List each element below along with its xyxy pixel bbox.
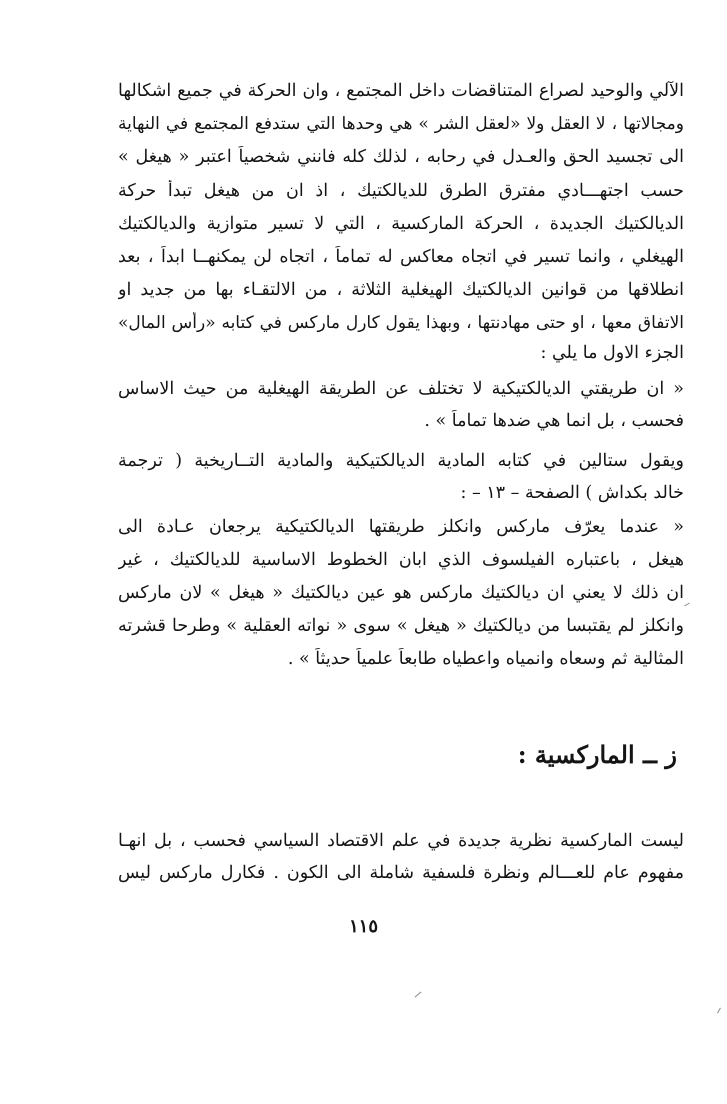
text-line: المثالية ثم وسعاه وانمياه واعطياه طابعاً علمياً حديثاً » . xyxy=(287,649,684,669)
text-line: الى تجسيد الحق والعـدل في رحابه ، لذلك كله فانني شخصياً اعتبر « هيغل » xyxy=(118,147,684,167)
text-line: فحسب ، بل انما هي ضدها تماماً » . xyxy=(424,411,684,431)
scan-speck xyxy=(717,1008,721,1014)
text-line: الاتفاق معها ، او حتى مهادنتها ، وبهذا يقول كارل ماركس في كتابه «رأس المال» xyxy=(118,313,684,333)
text-line: الآلي والوحيد لصراع المتناقضات داخل المجتمع ، وان الحركة في جميع اشكالها xyxy=(118,81,684,101)
section-heading: ز ــ الماركسية : xyxy=(517,740,677,769)
text-line: ليست الماركسية نظرية جديدة في علم الاقتصاد السياسي فحسب ، بل انهـا xyxy=(118,831,684,851)
text-line: وانكلز لم يقتبسا من ديالكتيك « هيغل » سوى « نواته العقلية » وطرحا قشرته xyxy=(118,616,684,636)
text-line: الجزء الاول ما يلي : xyxy=(540,343,684,363)
text-line: هيغل ، باعتباره الفيلسوف الذي ابان الخطوط الاساسية للديالكتيك ، غير xyxy=(118,550,684,570)
text-line: حسب اجتهـــادي مفترق الطرق للديالكتيك ، اذ ان من هيغل تبدأ حركة xyxy=(118,181,684,201)
text-line: ويقول ستالين في كتابه المادية الديالكتيكية والمادية التــاريخية ( ترجمة xyxy=(118,451,684,471)
text-line: ومجالاتها ، لا العقل ولا «لعقل الشر » هي وحدها التي ستدفع المجتمع في النهاية xyxy=(118,114,684,134)
text-line: مفهوم عام للعـــالم ونظرة فلسفية شاملة الى الكون . فكارل ماركس ليس xyxy=(118,863,684,883)
page-number: ١١٥ xyxy=(348,916,378,937)
text-line: الهيغلي ، وانما تسير في اتجاه معاكس له تماماً ، اتجاه لن يمكنهــا ابداً ، بعد xyxy=(118,247,684,267)
text-line: خالد بكداش ) الصفحة – ١٣ – : xyxy=(460,483,684,503)
text-line: الديالكتيك الجديدة ، الحركة الماركسية ، التي لا تسير متوازية والديالكتيك xyxy=(118,214,684,234)
scan-speck xyxy=(415,992,422,998)
text-line: « عندما يعرّف ماركس وانكلز طريقتها الديالكتيكية يرجعان عـادة الى xyxy=(118,517,684,537)
text-line: انطلاقها من قوانين الديالكتيك الهيغلية الثلاثة ، من الالتقـاء بها من جديد او xyxy=(118,280,684,300)
text-line: « ان طريقتي الديالكتيكية لا تختلف عن الطريقة الهيغلية من حيث الاساس xyxy=(118,379,684,399)
text-line: ان ذلك لا يعني ان ديالكتيك ماركس هو عين ديالكتيك « هيغل » لان ماركس xyxy=(118,583,684,603)
scan-speck xyxy=(684,603,690,607)
